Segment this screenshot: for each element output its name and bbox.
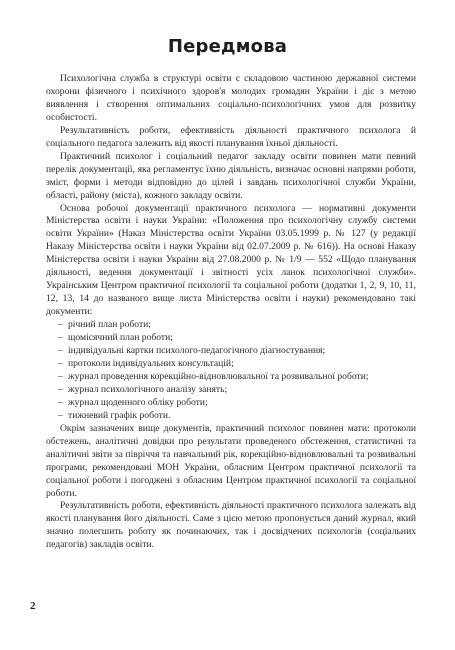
paragraph-normative-documents: Основа робочої документації практичного психолога — нормативні документи Міністерства освіти і науки України: «Положення про психологічну службу системи освіти України» (Наказ Міністерства освіти України 03.05.1999 р. № 127 (у редакції Наказу Міністерства освіти і науки України від 02.07.2009 р. № 616)). На основі Наказу Міністерства освіти і науки України від 27.08.2000 р. № 1/9 — 552 «Щодо планування діяльності, ведення документації і звітності усіх ланок психологічної служби». Українським Центром практичної психології та соціальної роботи (додатки 1, 2, 9, 10, 11, 12, 13, 14 до названого вище листа Міністерства освіти і науки) рекомендовано такі документи: (46, 202, 416, 318)
body-text (46, 73, 416, 552)
paragraph-effectiveness: Результативність роботи, ефективність діяльності практичного психолога й соціального педагога залежить від якості планування їхньої діяльності. (46, 124, 416, 149)
list-item: – журнал щоденного обліку роботи; (68, 397, 416, 410)
list-item: – річний план роботи; (68, 319, 416, 332)
list-item: – протоколи індивідуальних консультацій; (68, 358, 416, 371)
list-item: – індивідуальні картки психолого-педагогічного діагностування; (68, 345, 416, 358)
list-item: – журнал психологічного аналізу занять; (68, 384, 416, 397)
paragraph-additional-documents: Окрім зазначених вище документів, практичний психолог повинен мати: протоколи обстежень, аналітичні довідки про результати проведеного обстеження, статистичні та аналітичні звіти за півріччя та навчальний рік, корекційно-відновлювальні та розвивальні програми, рекомендовані МОН України, обласним Центром практичної психології та соціальної роботи і погоджені з обласним Центром практичної психології та соціальної роботи. (46, 422, 416, 499)
documents-list (46, 319, 416, 423)
paragraph-journal-purpose: Результативність роботи, ефективність діяльності практичного психолога залежать від якості планування його діяльності. Саме з цією метою пропонується даний журнал, який значно полегшить роботу як починаючих, так і досвідчених психологів (соціальних педагогів) закладів освіти. (46, 500, 416, 551)
paragraph-documentation: Практичний психолог і соціальний педагог закладу освіти повинен мати певний перелік документації, яка регламентує їхню діяльність, визначає основні напрями роботи, зміст, форми і методи відповідно до цілей і завдань психологічної служби України, області, району (міста), кожного закладу освіти. (46, 150, 416, 201)
paragraph-psychological-service: Психологічна служба в структурі освіти є складовою частиною державної системи охорони фізичного і психічного здоров'я молодих громадян України і діє з метою виявлення і створення оптимальних соціально-психологічних умов для розвитку особистості. (46, 73, 416, 123)
list-item: – журнал проведення корекційно-відновлювальної та розвивальної роботи; (68, 371, 416, 384)
list-item: – щомісячний план роботи; (68, 332, 416, 345)
list-item: – тижневий графік роботи. (68, 410, 416, 423)
page-number: 2 (30, 600, 36, 612)
page-title: Передмова (167, 36, 288, 57)
